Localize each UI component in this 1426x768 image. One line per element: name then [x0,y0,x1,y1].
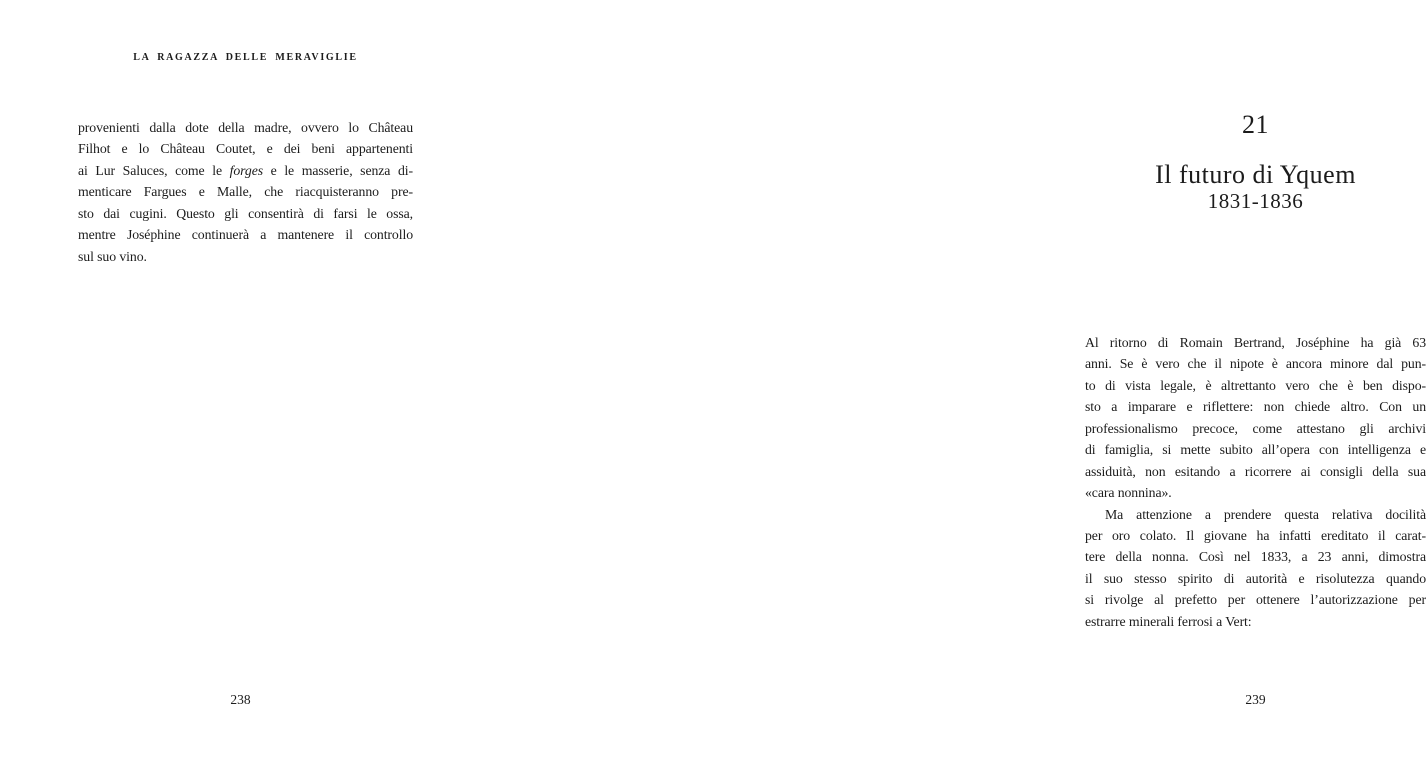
text-line: anni. Se è vero che il nipote è ancora minore dal pun- [1085,356,1426,372]
text-line: to di vista legale, è altrettanto vero che è ben dispo- [1085,377,1426,393]
text-line: «cara nonnina». [1085,485,1172,501]
left-page-paragraph [78,117,413,267]
page-right [500,0,1426,768]
text-line: il suo stesso spirito di autorità e risolutezza quando [1085,570,1426,586]
text-line: assiduità, non esitando a ricorrere ai consigli della sua [1085,463,1426,479]
text-line: ai Lur Saluces, come le forges e le masserie, senza di- [78,162,413,178]
chapter-title: Il futuro di Yquem [1155,160,1356,189]
text-line: per oro colato. Il giovane ha infatti ereditato il carat- [1085,527,1426,543]
text-line: mentre Joséphine continuerà a mantenere il controllo [78,227,413,243]
chapter-years: 1831-1836 [1207,189,1304,213]
text-line: Ma attenzione a prendere questa relativa docilità [1105,506,1426,522]
text-line: professionalismo precoce, come attestano gli archivi [1085,420,1426,436]
chapter-opening-paragraph [1085,332,1426,504]
running-header: LA RAGAZZA DELLE MERAVIGLIE [133,52,358,63]
text-line: menticare Fargues e Malle, che riacquisteranno pre- [78,184,413,200]
text-line: si rivolge al prefetto per ottenere l’autorizzazione per [1085,592,1426,608]
page-number-left: 238 [230,692,251,707]
text-line: Filhot e lo Château Coutet, e dei beni appartenenti [78,141,413,157]
text-line: estrarre minerali ferrosi a Vert: [1085,613,1252,629]
page-number-right: 239 [1245,692,1266,707]
right-page-body [1085,332,1426,632]
page-left [0,0,500,768]
text-line: Al ritorno di Romain Bertrand, Joséphine ha già 63 [1085,335,1426,350]
chapter-number: 21 [1242,110,1269,139]
text-line: tere della nonna. Così nel 1833, a 23 anni, dimostra [1085,549,1426,565]
text-line: sto a imparare e riflettere: non chiede altro. Con un [1085,399,1426,415]
text-line: sul suo vino. [78,248,147,264]
text-line: provenienti dalla dote della madre, ovvero lo Château [78,120,413,135]
text-line: sto dai cugini. Questo gli consentirà di farsi le ossa, [78,205,413,221]
text-line: di famiglia, si mette subito all’opera con intelligenza e [1085,442,1426,458]
second-paragraph [1085,504,1426,633]
